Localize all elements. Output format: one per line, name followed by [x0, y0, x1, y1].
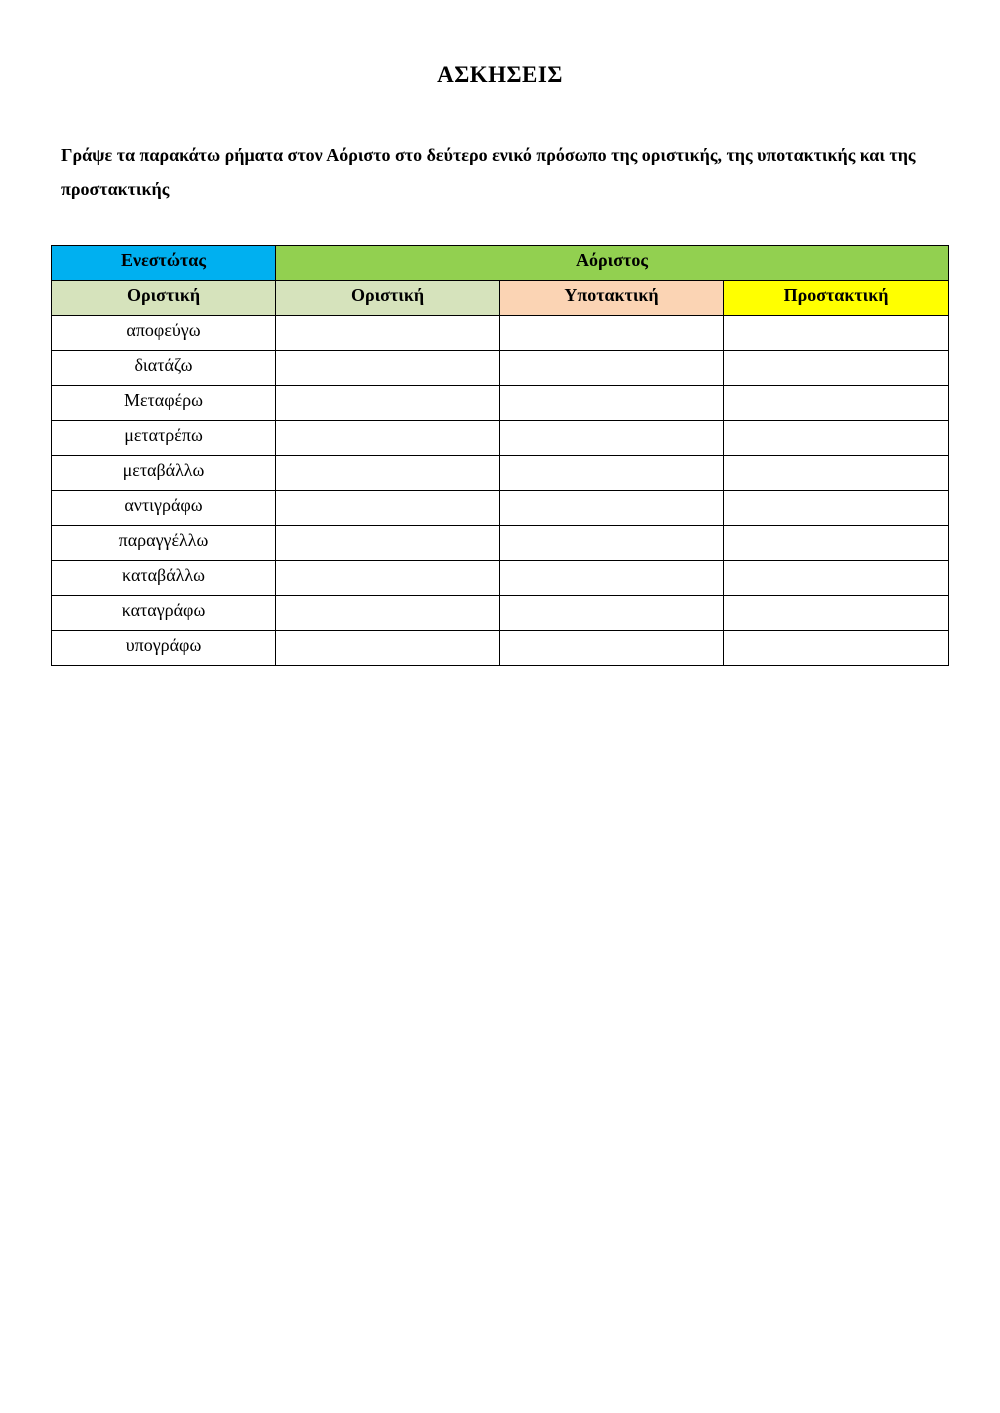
verb-table [51, 245, 949, 666]
instructions-text: Γράψε τα παρακάτω ρήματα στον Αόριστο στο δεύτερο ενικό πρόσωπο της οριστικής, της υποτακτικής και της προστακτικής [61, 145, 916, 199]
aorist-indicative-answer-cell[interactable] [276, 456, 500, 491]
aorist-imperative-answer-cell[interactable] [724, 351, 949, 386]
verb-cell: καταγράφω [52, 596, 276, 631]
verb-cell: παραγγέλλω [52, 526, 276, 561]
verb-cell: Μεταφέρω [52, 386, 276, 421]
aorist-subjunctive-answer-cell[interactable] [500, 526, 724, 561]
verb-cell: διατάζω [52, 351, 276, 386]
page-title: ΑΣΚΗΣΕΙΣ [437, 62, 563, 87]
aorist-subjunctive-answer-cell[interactable] [500, 421, 724, 456]
aorist-indicative-answer-cell[interactable] [276, 351, 500, 386]
verb-cell: αντιγράφω [52, 491, 276, 526]
mood-header-row [52, 281, 949, 316]
present-indicative-header: Οριστική [52, 281, 276, 316]
table-row [52, 386, 949, 421]
table-row [52, 526, 949, 561]
aorist-indicative-answer-cell[interactable] [276, 421, 500, 456]
table-row [52, 316, 949, 351]
aorist-indicative-answer-cell[interactable] [276, 561, 500, 596]
aorist-imperative-header: Προστακτική [724, 281, 949, 316]
aorist-imperative-answer-cell[interactable] [724, 316, 949, 351]
table-row [52, 351, 949, 386]
aorist-subjunctive-answer-cell[interactable] [500, 631, 724, 666]
table-row [52, 491, 949, 526]
aorist-indicative-answer-cell[interactable] [276, 386, 500, 421]
table-row [52, 456, 949, 491]
aorist-subjunctive-answer-cell[interactable] [500, 561, 724, 596]
aorist-imperative-answer-cell[interactable] [724, 421, 949, 456]
aorist-imperative-answer-cell[interactable] [724, 456, 949, 491]
aorist-imperative-answer-cell[interactable] [724, 491, 949, 526]
aorist-subjunctive-answer-cell[interactable] [500, 491, 724, 526]
verb-cell: καταβάλλω [52, 561, 276, 596]
aorist-imperative-answer-cell[interactable] [724, 386, 949, 421]
verb-cell: υπογράφω [52, 631, 276, 666]
aorist-indicative-answer-cell[interactable] [276, 316, 500, 351]
table-row [52, 421, 949, 456]
aorist-imperative-answer-cell[interactable] [724, 596, 949, 631]
present-tense-header: Ενεστώτας [52, 246, 276, 281]
aorist-subjunctive-answer-cell[interactable] [500, 351, 724, 386]
aorist-subjunctive-answer-cell[interactable] [500, 596, 724, 631]
aorist-subjunctive-answer-cell[interactable] [500, 456, 724, 491]
table-row [52, 631, 949, 666]
aorist-subjunctive-answer-cell[interactable] [500, 316, 724, 351]
table-row [52, 561, 949, 596]
verb-cell: μεταβάλλω [52, 456, 276, 491]
aorist-indicative-answer-cell[interactable] [276, 491, 500, 526]
aorist-subjunctive-header: Υποτακτική [500, 281, 724, 316]
aorist-imperative-answer-cell[interactable] [724, 561, 949, 596]
aorist-imperative-answer-cell[interactable] [724, 631, 949, 666]
verb-cell: αποφεύγω [52, 316, 276, 351]
aorist-subjunctive-answer-cell[interactable] [500, 386, 724, 421]
aorist-indicative-answer-cell[interactable] [276, 596, 500, 631]
aorist-tense-header: Αόριστος [276, 246, 949, 281]
aorist-indicative-header: Οριστική [276, 281, 500, 316]
group-header-row [52, 246, 949, 281]
verb-cell: μετατρέπω [52, 421, 276, 456]
aorist-indicative-answer-cell[interactable] [276, 526, 500, 561]
aorist-imperative-answer-cell[interactable] [724, 526, 949, 561]
aorist-indicative-answer-cell[interactable] [276, 631, 500, 666]
table-row [52, 596, 949, 631]
